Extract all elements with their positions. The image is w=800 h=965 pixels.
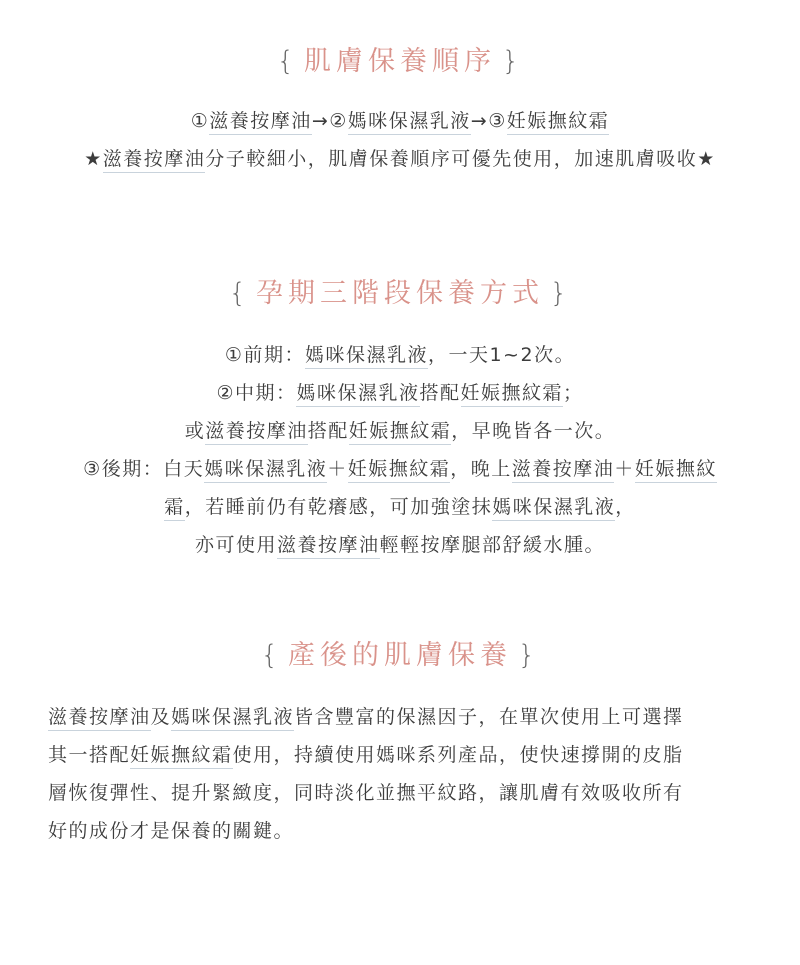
product-link-moisturizing-lotion[interactable]: 媽咪保濕乳液 [348,110,471,135]
product-link-moisturizing-lotion[interactable]: 媽咪保濕乳液 [171,706,294,731]
text-span: ③後期：白天 [83,458,205,480]
stage-late-line [0,450,800,488]
text-span: ★ [84,148,103,170]
stage-mid-line [0,374,800,412]
section-heading [0,636,800,676]
section-skincare-order [0,42,800,178]
text-span: 層恢復彈性、提升緊緻度，同時淡化並撫平紋路，讓肌膚有效吸收所有 [48,782,684,804]
heading-title: 肌膚保養順序 [304,46,496,77]
text-span: ＋ [614,458,635,480]
text-span: →③ [470,110,507,132]
stage-early-line [0,336,800,374]
order-line [0,102,800,140]
section-pregnancy-stages [0,274,800,564]
product-link-moisturizing-lotion[interactable]: 媽咪保濕乳液 [296,382,419,407]
text-span: 好的成份才是保養的關鍵。 [48,820,295,842]
brace-close: } [518,640,540,671]
stage-late-line-3 [0,526,800,564]
product-link-stretch-cream[interactable]: 妊娠撫紋霜 [507,110,610,135]
section-heading [0,274,800,314]
text-span: ，若睡前仍有乾癢感，可加強塗抹 [184,496,493,518]
product-link-stretch-cream[interactable]: 妊娠撫紋霜 [349,420,452,445]
product-link-massage-oil[interactable]: 滋養按摩油 [103,148,206,173]
product-link-moisturizing-lotion[interactable]: 媽咪保濕乳液 [204,458,327,483]
section-heading [0,42,800,82]
product-link-massage-oil[interactable]: 滋養按摩油 [209,110,312,135]
stage-late-line-2 [0,488,800,526]
text-span: 亦可使用 [194,534,277,556]
text-span: ，一天1~2次。 [427,344,576,366]
text-span: 輕輕按摩腿部舒緩水腫。 [379,534,606,556]
section-postpartum [0,636,800,676]
product-link-moisturizing-lotion[interactable]: 媽咪保濕乳液 [492,496,615,521]
text-span: 搭配 [419,382,461,404]
paragraph-line [48,736,758,774]
product-link-stretch-cream[interactable]: 霜 [164,496,185,521]
stage-mid-alt-line [0,412,800,450]
heading-title: 產後的肌膚保養 [288,640,512,671]
text-span: ， [615,496,636,518]
heading-title: 孕期三階段保養方式 [256,278,544,309]
note-line [0,140,800,178]
product-link-moisturizing-lotion[interactable]: 媽咪保濕乳液 [305,344,428,369]
product-link-massage-oil[interactable]: 滋養按摩油 [512,458,615,483]
text-span: ②中期： [216,382,297,404]
text-span: ，晚上 [450,458,512,480]
brace-open: { [276,46,298,77]
text-span: 或 [184,420,206,442]
text-span: 分子較細小，肌膚保養順序可優先使用，加速肌膚吸收★ [205,148,716,170]
product-link-stretch-cream[interactable]: 妊娠撫紋霜 [348,458,451,483]
brace-close: } [502,46,524,77]
paragraph-line [48,698,758,736]
text-span: ； [563,382,584,404]
product-link-massage-oil[interactable]: 滋養按摩油 [277,534,380,559]
text-span: →② [311,110,348,132]
text-span: 搭配 [307,420,349,442]
text-span: ① [190,110,210,132]
text-span: ①前期： [224,344,305,366]
text-span: 其一搭配 [48,744,131,766]
text-span: ，早晚皆各一次。 [451,420,616,442]
product-link-stretch-cream[interactable]: 妊娠撫紋 [635,458,717,483]
brace-open: { [260,640,282,671]
product-link-massage-oil[interactable]: 滋養按摩油 [48,706,151,731]
postpartum-paragraph [48,698,758,850]
product-link-massage-oil[interactable]: 滋養按摩油 [205,420,308,445]
product-link-stretch-cream[interactable]: 妊娠撫紋霜 [130,744,233,769]
paragraph-line [48,812,758,850]
text-span: 及 [150,706,172,728]
text-span: 使用，持續使用媽咪系列產品，使快速撐開的皮脂 [232,744,684,766]
brace-open: { [228,278,250,309]
paragraph-line [48,774,758,812]
brace-close: } [550,278,572,309]
text-span: ＋ [327,458,348,480]
product-link-stretch-cream[interactable]: 妊娠撫紋霜 [461,382,564,407]
text-span: 皆含豐富的保濕因子，在單次使用上可選擇 [294,706,684,728]
